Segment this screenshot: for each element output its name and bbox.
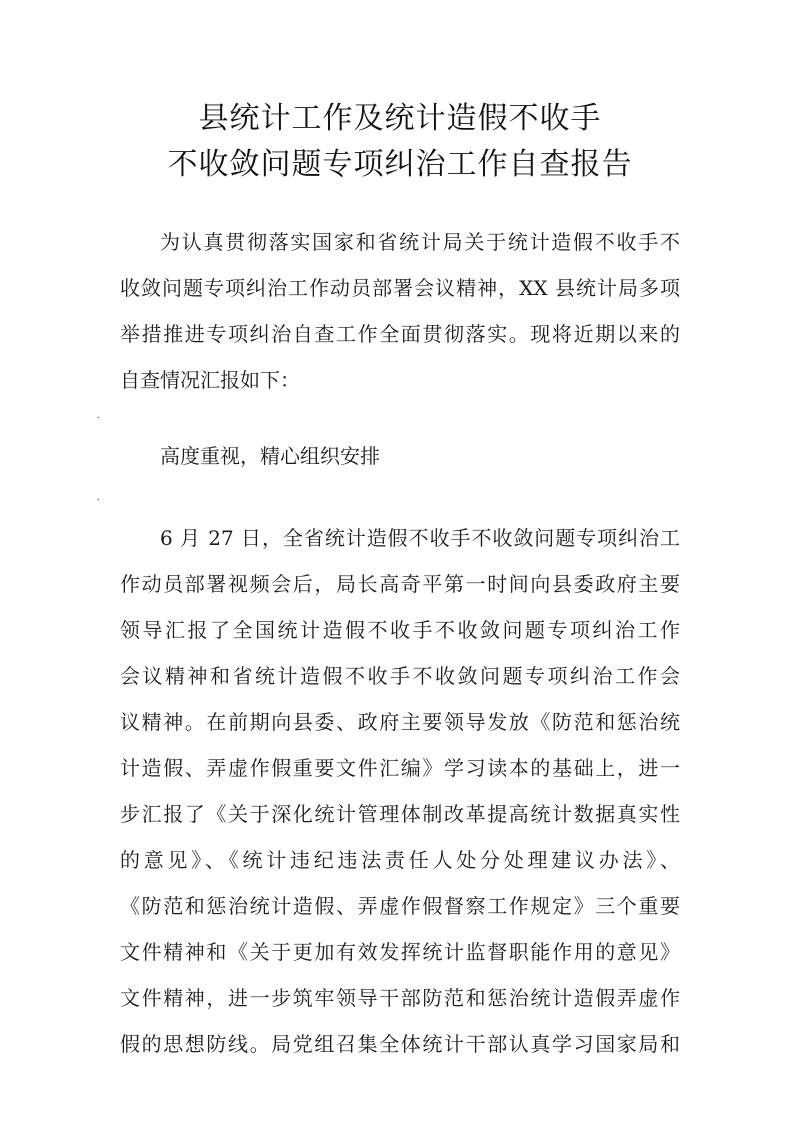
paragraph-line: 领导汇报了全国统计造假不收手不收敛问题专项纠治工作	[120, 618, 680, 642]
paragraph-line: 收敛问题专项纠治工作动员部署会议精神，XX 县统计局多项	[120, 276, 680, 300]
paragraph-line: 文件精神和《关于更加有效发挥统计监督职能作用的意见》	[120, 940, 680, 964]
paragraph-line: 计造假、弄虚作假重要文件汇编》学习读本的基础上，进一	[120, 756, 680, 780]
paragraph-line: 作动员部署视频会后，局长高奇平第一时间向县委政府主要	[120, 572, 680, 596]
paragraph-marker: .	[97, 492, 100, 503]
paragraph-line: 举措推进专项纠治自查工作全面贯彻落实。现将近期以来的	[120, 322, 680, 346]
paragraph-line: 假的思想防线。局党组召集全体统计干部认真学习国家局和	[120, 1032, 680, 1056]
paragraph-line: 文件精神，进一步筑牢领导干部防范和惩治统计造假弄虚作	[120, 986, 680, 1010]
paragraph-line: 步汇报了《关于深化统计管理体制改革提高统计数据真实性	[120, 802, 680, 826]
paragraph-marker: .	[97, 410, 100, 421]
document-title-line-2: 不收敛问题专项纠治工作自查报告	[167, 147, 633, 182]
section-heading: 高度重视，精心组织安排	[160, 444, 380, 468]
paragraph-line: 会议精神和省统计造假不收手不收敛问题专项纠治工作会	[120, 664, 680, 688]
paragraph-line: 《防范和惩治统计造假、弄虚作假督察工作规定》三个重要	[120, 894, 680, 918]
paragraph-line: 议精神。在前期向县委、政府主要领导发放《防范和惩治统	[120, 710, 680, 734]
paragraph-line: 为认真贯彻落实国家和省统计局关于统计造假不收手不	[160, 230, 680, 254]
document-title-line-1: 县统计工作及统计造假不收手	[198, 101, 602, 136]
paragraph-line: 6 月 27 日，全省统计造假不收手不收敛问题专项纠治工	[160, 526, 680, 550]
paragraph-line: 自查情况汇报如下：	[120, 368, 300, 392]
paragraph-line: 的意见》、《统计违纪违法责任人处分处理建议办法》、	[120, 848, 680, 872]
